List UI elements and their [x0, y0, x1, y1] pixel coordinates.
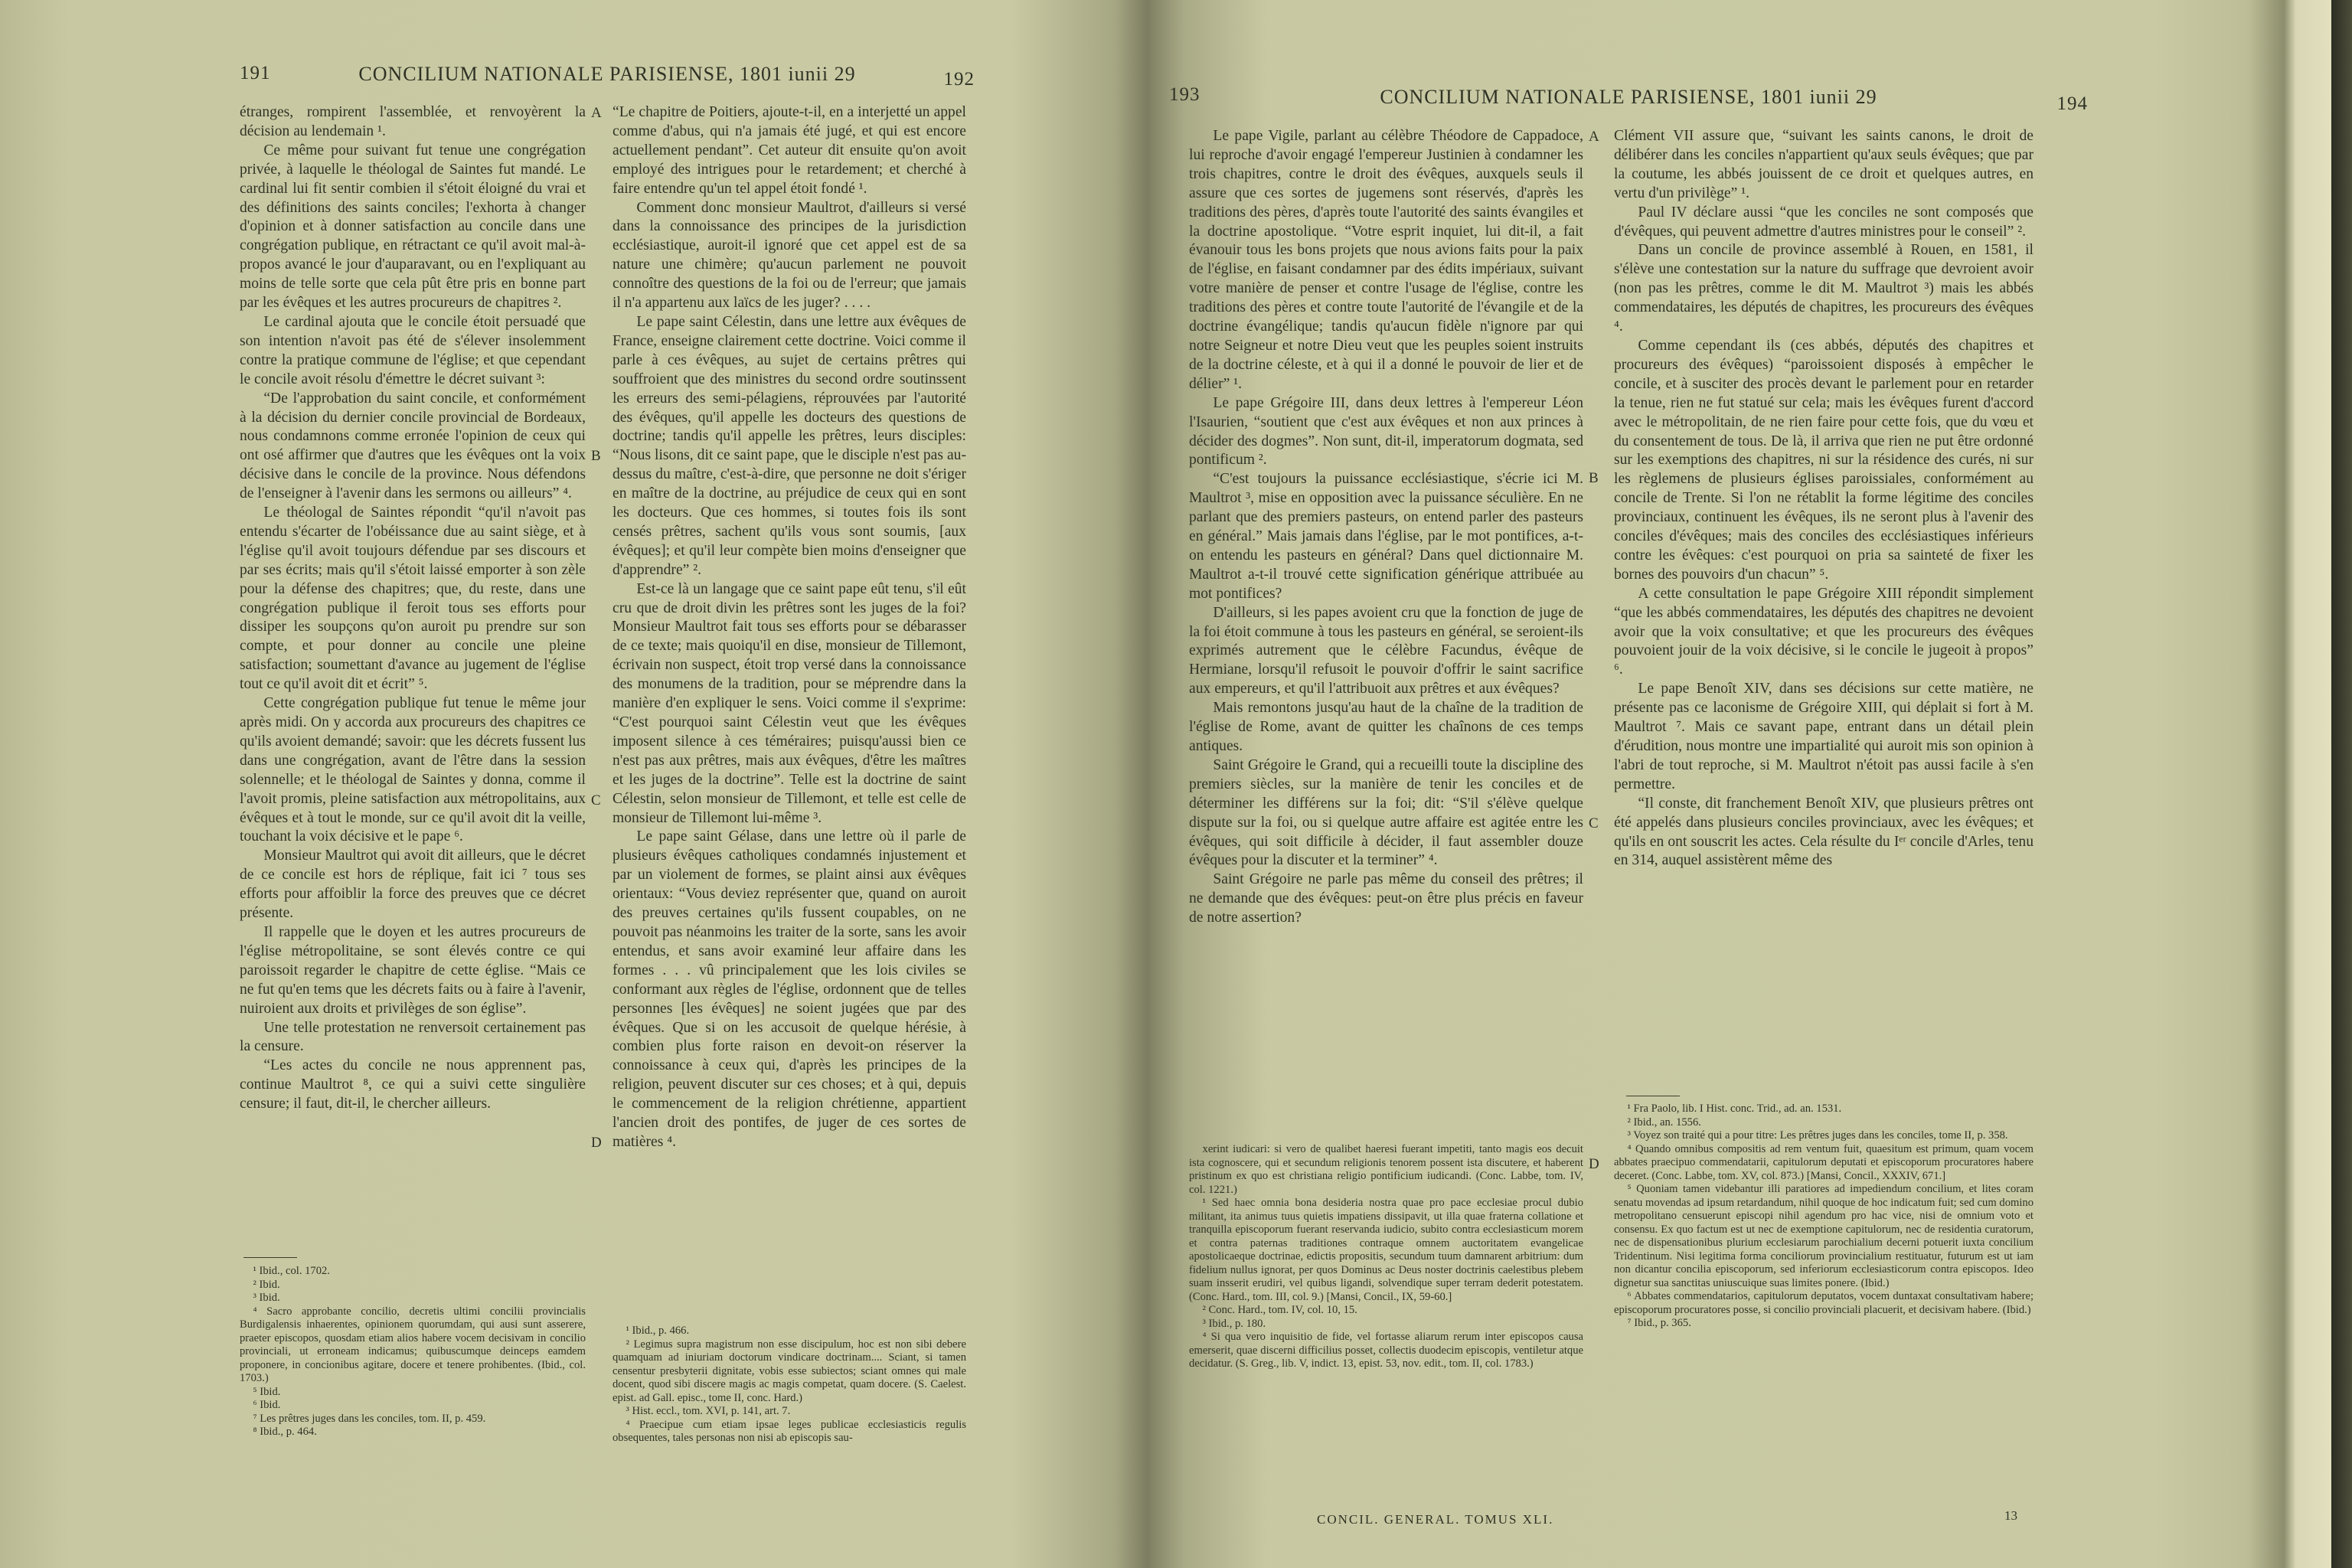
footnote: xerint iudicari: si vero de qualibet haeresi fuerant impetiti, tanto magis eos decuit ista cognoscere, qui et secundum religionis tenorem possent ista discutere, et haberent pristinum ex quo est christiana religio pontificium iudicandi. (Conc. Labbe, tom. IV, col. 1221.): [1189, 1143, 1583, 1196]
paragraph: Le pape saint Gélase, dans une lettre où il parle de plusieurs évêques catholiques condamnés injustement et par un violement de formes, se plaint ainsi aux évêques orientaux: “Vous deviez représenter que, quand on auroit des preuves certaines qu'ils fussent coupables, on ne pouvoit pas néanmoins les traiter de la sorte, sans les avoir entendus, et sans avoir examiné leur affaire dans les formes . . . vû principalement que les lois civiles se conformant aux règles de l'église, ordonnent que de telles personnes [les évêques] ne soient jugées que par des évêques. Que si on les accusoit de quelque hérésie, à combien plus forte raison en devoit-on réserver la connoissance à ceux qui, d'après les principes de la religion, peuvent discuter sur ces choses; et à qui, depuis le commencement de la religion chrétienne, appartient l'ancien droit des pontifes, de juger de ces sortes de matières ⁴.: [612, 828, 966, 1150]
text-column: [612, 103, 966, 1152]
footnote: ⁴ Quando omnibus compositis ad rem ventum fuit, quaesitum est primum, quam vocem abbates praecipuo commendatarii, capitulorum deputati et episcoporum procuratores habere deceret. (Conc. Labbe, tom. XV, col. 873.) [Mansi, Concil., XXXIV, 671.]: [1614, 1142, 2034, 1182]
page-number: 193: [1169, 84, 1200, 105]
footnote: ⁴ Sacro approbante concilio, decretis ultimi concilii provincialis Burdigalensis inhaerentes, opinionem quorumdam, qui ausi sunt asserere, praeter episcopos, quosdam etiam alios habere vocem decisivam in concilio provinciali, ut erroneam indicamus; quibuscumque deinceps eamdem proponere, in concionibus agitare, docere et tenere prohibentes. (Ibid., col. 1703.): [240, 1305, 586, 1384]
margin-letter: C: [1589, 815, 1599, 831]
paragraph: Cette congrégation publique fut tenue le même jour après midi. On y accorda aux procureurs des chapitres ce qu'ils avoient demandé; savoir: que les décrets fussent lus dans une congrégation, avant de l'être dans la session solennelle; et le théologal de Saintes y donna, comme il l'avoit promis, pleine satisfaction aux métropolitains, aux évêques et à tout le monde, sur ce qu'il avoit dit la veille, touchant la voix décisive et le pape ⁶.: [240, 695, 586, 845]
footnote: ² Conc. Hard., tom. IV, col. 10, 15.: [1202, 1304, 1357, 1316]
paragraph: Monsieur Maultrot qui avoit dit ailleurs, que le décret de ce concile est hors de réplique, fait ici ⁷ tous ses efforts pour affoiblir la force des preuves que ce décret présente.: [240, 848, 586, 922]
paragraph: “Il conste, dit franchement Benoît XIV, que plusieurs prêtres ont été appelés dans plusieurs conciles provinciaux, avec les évêques; et qu'ils en ont souscrit les actes. Cela résulte du Iᵉʳ concile d'Arles, tenu en 314, auquel assistèrent même des: [1614, 795, 2034, 869]
margin-letter: A: [1589, 129, 1599, 145]
footnotes: [1614, 1102, 2034, 1331]
paragraph: Est-ce là un langage que ce saint pape eût tenu, s'il eût cru que de droit divin les prêtres sont les juges de la foi? Monsieur Maultrot fait tous ses efforts pour se débarasser de ce texte; mais quoiqu'il en dise, monsieur de Tillemont, écrivain non suspect, étoit trop versé dans la connoissance des monumens de la tradition, pour se méprendre dans la manière d'en expliquer le sens. Voici comme il s'exprime: “C'est pourquoi saint Célestin veut que les évêques imposent silence à ces téméraires; puisqu'aussi bien ce n'est pas aux prêtres, mais aux évêques, d'être les maîtres et les juges de la doctrine”. Telle est la doctrine de saint Célestin, selon monsieur de Tillemont, et telle est celle de monsieur de Tillemont lui-même ³.: [612, 580, 966, 826]
footnote: ³ Ibid.: [253, 1292, 280, 1304]
running-title: CONCILIUM NATIONALE PARISIENSE, 1801 iunii 29: [358, 63, 856, 85]
paragraph: Saint Grégoire le Grand, qui a recueilli toute la discipline des premiers siècles, sur la manière de tenir les conciles et de déterminer les différens sur la foi; dit: “S'il s'élève quelque dispute sur la foi, ou si quelque autre affaire est agitée entre les évêques, qui soit difficile à décider, il faut assembler douze évêques pour la discuter et la terminer” ⁴.: [1189, 756, 1583, 869]
page-number: 191: [240, 63, 271, 83]
signature-mark: CONCIL. GENERAL. TOMUS XLI.: [1317, 1512, 1554, 1527]
running-title: CONCILIUM NATIONALE PARISIENSE, 1801 iunii 29: [1380, 86, 1877, 108]
margin-letter: B: [591, 448, 601, 464]
footnote: ¹ Fra Paolo, lib. I Hist. conc. Trid., ad. an. 1531.: [1627, 1102, 1842, 1115]
paragraph: Une telle protestation ne renversoit certainement pas la censure.: [240, 1019, 586, 1055]
footnote: ¹ Ibid., p. 466.: [626, 1325, 690, 1337]
text-column: [1189, 127, 1583, 928]
page-number: 194: [2056, 93, 2088, 114]
paragraph: Le pape Vigile, parlant au célèbre Théodore de Cappadoce, lui reproche d'avoir engagé l'empereur Justinien à condamner les trois chapitres, contre le droit des évêques, auxquels seuls il assure que ces sortes de jugemens sont réservés, d'après les traditions des pères, d'après toute l'autorité des saints évangiles et la doctrine apostolique. “Votre esprit inquiet, lui dit-il, a fait évanouir tous les bons projets que nous avions faits pour la paix de l'église, en faisant condamner par des édits impériaux, suivant votre manière de penser et contre l'usage de l'église, contre les traditions des pères et contre toute l'autorité de l'évangile et de la doctrine évangélique; tandis qu'aucun fidèle n'ignore par qui notre Seigneur et notre Dieu veut que les peuples soient instruits de la doctrine céleste, et à qui il a donné le pouvoir de lier et de délier” ¹.: [1189, 128, 1583, 392]
footnote: ⁸ Ibid., p. 464.: [253, 1426, 317, 1438]
footnotes: [1189, 1143, 1583, 1371]
paragraph: Il rappelle que le doyen et les autres procureurs de l'église métropolitaine, se sont élevés contre ce qui paroissoit regarder le chapitre de cette église. “Mais ce ne fut qu'en tems que les décrets faits ou à faire à l'avenir, nuiroient aux droits et privilèges de son église”.: [240, 923, 586, 1017]
sheet-number: 13: [2004, 1508, 2017, 1523]
paragraph: Comme cependant ils (ces abbés, députés des chapitres et procureurs des évêques) “paroissoient disposés à empêcher le concile, et à susciter des procès devant le parlement pour en retarder la tenue, rien ne fut statué sur cela; mais les évêques furent d'accord avec le métropolitain, de ne rien faire pour cette fois, que du vœu et du consentement de tous. De là, il arriva que rien ne put être ordonné sur les exemptions des chapitres, ni sur la résidence des curés, ni sur les règlemens de plusieurs églises paroissiales, conformément au concile de Trente. Si l'on ne rétablit la forme légitime des conciles provinciaux, continuent les évêques, ils ne seront plus à l'avenir des conciles d'évêques; mais des conciles des ecclésiastiques inférieurs contre les évêques: c'est pourquoi on pria sa sainteté de fixer les bornes des pouvoirs d'un chacun” ⁵.: [1614, 337, 2034, 583]
book-edge: [2331, 0, 2352, 1568]
paragraph: Le pape saint Célestin, dans une lettre aux évêques de France, enseigne clairement cette doctrine. Voici comme il parle à ces évêques, au sujet de certains prêtres qui souffroient que des ministres du second ordre soutinssent les erreurs des semi-pélagiens, réprouvées par l'autorité des évêques, qu'il appelle les docteurs des questions de doctrine; tandis qu'il appelle les prêtres, leurs disciples: “Nous lisons, dit ce saint pape, que le disciple n'est pas au-dessus du maître, c'est-à-dire, que personne ne doit s'ériger en maître de la doctrine, au préjudice de ceux qui en sont les docteurs. Que ces hommes, si toutes fois ils sont censés prêtres, sachent qu'ils vous sont soumis, [aux évêques]; et qu'il leur compète bien moins d'enseigner que d'apprendre” ².: [612, 313, 966, 578]
paragraph: D'ailleurs, si les papes avoient cru que la fonction de juge de la foi étoit commune à tous les pasteurs en général, se seroient-ils exprimés autrement que le célèbre Facundus, évêque de Hermiane, lorsqu'il refusoit le pouvoir d'offrir le saint sacrifice aux empereurs, et qu'il l'attribuoit aux prêtres et aux évêques?: [1189, 604, 1583, 697]
paragraph: Le pape Benoît XIV, dans ses décisions sur cette matière, ne présente pas ce laconisme de Grégoire XIII, qui déplait si fort à M. Maultrot ⁷. Mais ce savant pape, entrant dans un détail plein d'érudition, nous montre une impartialité qui auroit mis son opinion à l'abri de tout reproche, si M. Maultrot n'étoit pas aussi facile à s'en permettre.: [1614, 681, 2034, 792]
footnote: ¹ Ibid., col. 1702.: [253, 1265, 330, 1277]
footnote: ⁷ Ibid., p. 365.: [1627, 1317, 1691, 1329]
footnote: ⁵ Ibid.: [253, 1385, 281, 1398]
footnote: ⁴ Si qua vero inquisitio de fide, vel fortasse aliarum rerum inter episcopos causa emerserit, quae discerni difficilius posset, collectis duodecim episcopis, ventiletur atque decidatur. (S. Greg., lib. V, indict. 13, epist. 53, nov. edit., tom. II, col. 1783.): [1189, 1331, 1583, 1370]
margin-letter: C: [591, 792, 601, 808]
paragraph: Saint Grégoire ne parle pas même du conseil des prêtres; il ne demande que des évêques: peut-on être plus précis en faveur de notre assertion?: [1189, 871, 1583, 926]
paragraph: “Le chapitre de Poitiers, ajoute-t-il, en a interjetté un appel comme d'abus, qui n'a jamais été jugé, et qui est encore actuellement pendant”. Cet auteur dit ensuite qu'on avoit employé des intrigues pour le retardement; et cherché à faire entendre qu'un tel appel étoit fondé ¹.: [612, 104, 966, 197]
margin-letter: D: [591, 1135, 602, 1151]
page-number: 192: [943, 69, 975, 90]
footnote: ³ Voyez son traité qui a pour titre: Les prêtres juges dans les conciles, tome II, p. 358.: [1627, 1129, 2008, 1142]
paragraph: Paul IV déclare aussi “que les conciles ne sont composés que d'évêques, qui peuvent admettre d'autres ministres pour le conseil” ².: [1614, 204, 2034, 240]
footnote-rule: [243, 1257, 297, 1258]
footnote: ³ Ibid., p. 180.: [1202, 1317, 1266, 1330]
paragraph: Le théologal de Saintes répondit “qu'il n'avoit pas entendu s'écarter de l'obéissance due au saint siège, et à l'église qu'il avoit toujours défendue par ses discours et par ses écrits; mais qu'il s'étoit laissé emporter à son zèle pour la défense des chapitres; que, du reste, dans une congrégation publique il feroit tous ses efforts pour dissiper les soupçons qu'on auroit pu prendre sur son compte, et pour donner au concile une pleine satisfaction; soumettant d'avance au jugement de l'église tout ce qu'il avoit dit et écrit” ⁵.: [240, 505, 586, 693]
footnote: ⁴ Praecipue cum etiam ipsae leges publicae ecclesiasticis regulis obsequentes, tales personas non nisi ab episcopis sau-: [612, 1418, 966, 1444]
footnote: ⁷ Les prêtres juges dans les conciles, tom. II, p. 459.: [253, 1412, 486, 1425]
footnote: ² Ibid., an. 1556.: [1627, 1116, 1701, 1129]
paragraph: Mais remontons jusqu'au haut de la chaîne de la tradition de l'église de Rome, avant de quitter les chaînons de ces temps antiques.: [1189, 700, 1583, 754]
footnotes: [240, 1265, 586, 1439]
footnote: ² Legimus supra magistrum non esse discipulum, hoc est non sibi debere quamquam ad iniuriam doctorum vindicare doctrinam.... Sciant, si tamen censentur presbyterii dignitate, vobis esse subiectos; sciant omnes qui male docent, quod sibi discere magis ac magis competat, quam docere. (S. Caelest. epist. ad Gall. episc., tome II, conc. Hard.): [612, 1338, 966, 1404]
footnote: ¹ Sed haec omnia bona desideria nostra quae pro pace ecclesiae procul dubio militant, ita animus tuus quietis impatiens dissipavit, ut illa quae fraterna collatione et tranquilla episcoporum fuerant reservanda iudicio, subito contra ecclesiasticum morem et contra paternas traditiones contraque omnem auctoritatem evangelicae apostolicaeque doctrinae, edictis propositis, secundum tuum damnarent arbitrium: dum fidelium nullus ignorat, per quos Dominus ac Deus noster doctrinis caelestibus plebem suam insserit erudiri, vel quibus ligandi, solvendique super terram dederit potestatem. (Conc. Hard., tom. III, col. 9.) [Mansi, Concil., IX, 59-60.]: [1189, 1197, 1583, 1303]
paragraph: A cette consultation le pape Grégoire XIII répondit simplement “que les abbés commendataires, les députés des chapitres ne devoient avoir que la voix consultative; et que les procureurs des évêques pouvoient jouir de la voix décisive, si le concile le jugeoit à propos” ⁶.: [1614, 585, 2034, 678]
paragraph: étranges, rompirent l'assemblée, et renvoyèrent la décision au lendemain ¹.: [240, 104, 586, 139]
footnotes: [612, 1325, 966, 1446]
footnote: ⁵ Quoniam tamen videbantur illi paratiores ad impediendum concilium, et lites coram senatu movendas ad ipsum retardandum, nihil quoque de hoc indicatum fuit; sed cum domino metropolitano censuerunt episcopi nihil agendum pro hac vice, nisi de omnium voto et consensu. Ex quo factum est ut nec de exemptione capitulorum, nec de residentia curatorum, nec de dispensationibus plurium ecclesiarum parochialium decerni potuerit iuxta concilium Tridentinum. Nisi legitima forma conciliorum provincialium restituatur, futurum est ut iam non dicantur concilia episcoporum, sed inferiorum ecclesiasticorum contra episcopos. Ideo dignetur sua sanctitas uniuscuique suas limites ponere. (Ibid.): [1614, 1183, 2034, 1289]
text-column: [240, 103, 586, 1114]
paragraph: Ce même pour suivant fut tenue une congrégation privée, à laquelle le théologal de Saintes fut mandé. Le cardinal lui fit sentir combien il s'étoit éloigné du vrai et des définitions des saints conciles; l'exhorta à changer d'opinion et à donner satisfaction au concile dans une congrégation publique, en rétractant ce qu'il avoit mal-à-propos avancé le jour d'auparavant, ou en l'expliquant au moins de telle sorte que cela pût être pris en bonne part par les évêques et les autres procureurs de chapitres ².: [240, 142, 586, 312]
footnote: ² Ibid.: [253, 1278, 280, 1291]
right-page: [1148, 0, 2331, 1568]
paragraph: Dans un concile de province assemblé à Rouen, en 1581, il s'élève une contestation sur la nature du suffrage que devroient avoir (non pas les prêtres, comme le dit M. Maultrot ³) mais les abbés commendataires, les députés de chapitres, les procureurs des évêques ⁴.: [1614, 242, 2034, 335]
paragraph: “De l'approbation du saint concile, et conformément à la décision du dernier concile provincial de Bordeaux, nous condamnons comme erronée l'opinion de ceux qui ont osé affirmer que d'autres que les évêques ont la voix décisive dans le concile de la province. Nous défendons de l'enseigner à l'avenir dans les sermons ou ailleurs” ⁴.: [240, 390, 586, 502]
footnote: ³ Hist. eccl., tom. XVI, p. 141, art. 7.: [626, 1405, 791, 1417]
paragraph: “Les actes du concile ne nous apprennent pas, continue Maultrot ⁸, ce qui a suivi cette singulière censure; il faut, dit-il, le chercher ailleurs.: [240, 1057, 586, 1112]
paragraph: Le pape Grégoire III, dans deux lettres à l'empereur Léon l'Isaurien, “soutient que c'est aux évêques et non aux princes à décider des dogmes”. Non sunt, dit-il, imperatorum dogmata, sed pontificum ².: [1189, 394, 1583, 469]
left-page: [0, 0, 1148, 1568]
paragraph: Comment donc monsieur Maultrot, d'ailleurs si versé dans la connoissance des principes de la jurisdiction ecclésiastique, auroit-il ignoré que cet appel est de sa nature une chimère; qu'aucun parlement ne pouvoit connoître des questions de la foi ou de l'erreur; que jamais il n'a appartenu aux laïcs de les juger? . . . .: [612, 199, 966, 312]
margin-letter: D: [1589, 1156, 1599, 1172]
paragraph: Le cardinal ajouta que le concile étoit persuadé que son intention n'avoit pas été de s'élever insolemment contre la pratique commune de l'église; et que cependant le concile avoit résolu d'émettre le décret suivant ³:: [240, 313, 586, 387]
text-column: [1614, 127, 2034, 871]
margin-letter: B: [1589, 470, 1599, 486]
footnote: ⁶ Abbates commendatarios, capitulorum deputatos, vocem duntaxat consultativam habere; episcoporum procuratores posse, si concilio provinciali placuerit, et decisivam habere. (Ibid.): [1614, 1290, 2034, 1316]
paragraph: Clément VII assure que, “suivant les saints canons, le droit de délibérer dans les conciles n'appartient qu'aux seuls évêques; que par la coutume, les abbés jouissent de ce droit et quelques autres, en vertu d'un privilège” ¹.: [1614, 128, 2034, 201]
paragraph: “C'est toujours la puissance ecclésiastique, s'écrie ici M. Maultrot ³, mise en opposition avec la puissance séculière. En ne parlant que des premiers pasteurs, on entend parler des pasteurs en général.” Mais jamais dans l'église, par le mot pontifices, a-t-on entendu les pasteurs en général? Dans quel dictionnaire M. Maultrot a-t-il trouvé cette signification générique attribuée au mot pontifices?: [1189, 471, 1583, 602]
margin-letter: A: [591, 105, 602, 121]
running-head: [1169, 63, 2088, 114]
footnote: ⁶ Ibid.: [253, 1399, 281, 1411]
running-head: [240, 63, 975, 93]
